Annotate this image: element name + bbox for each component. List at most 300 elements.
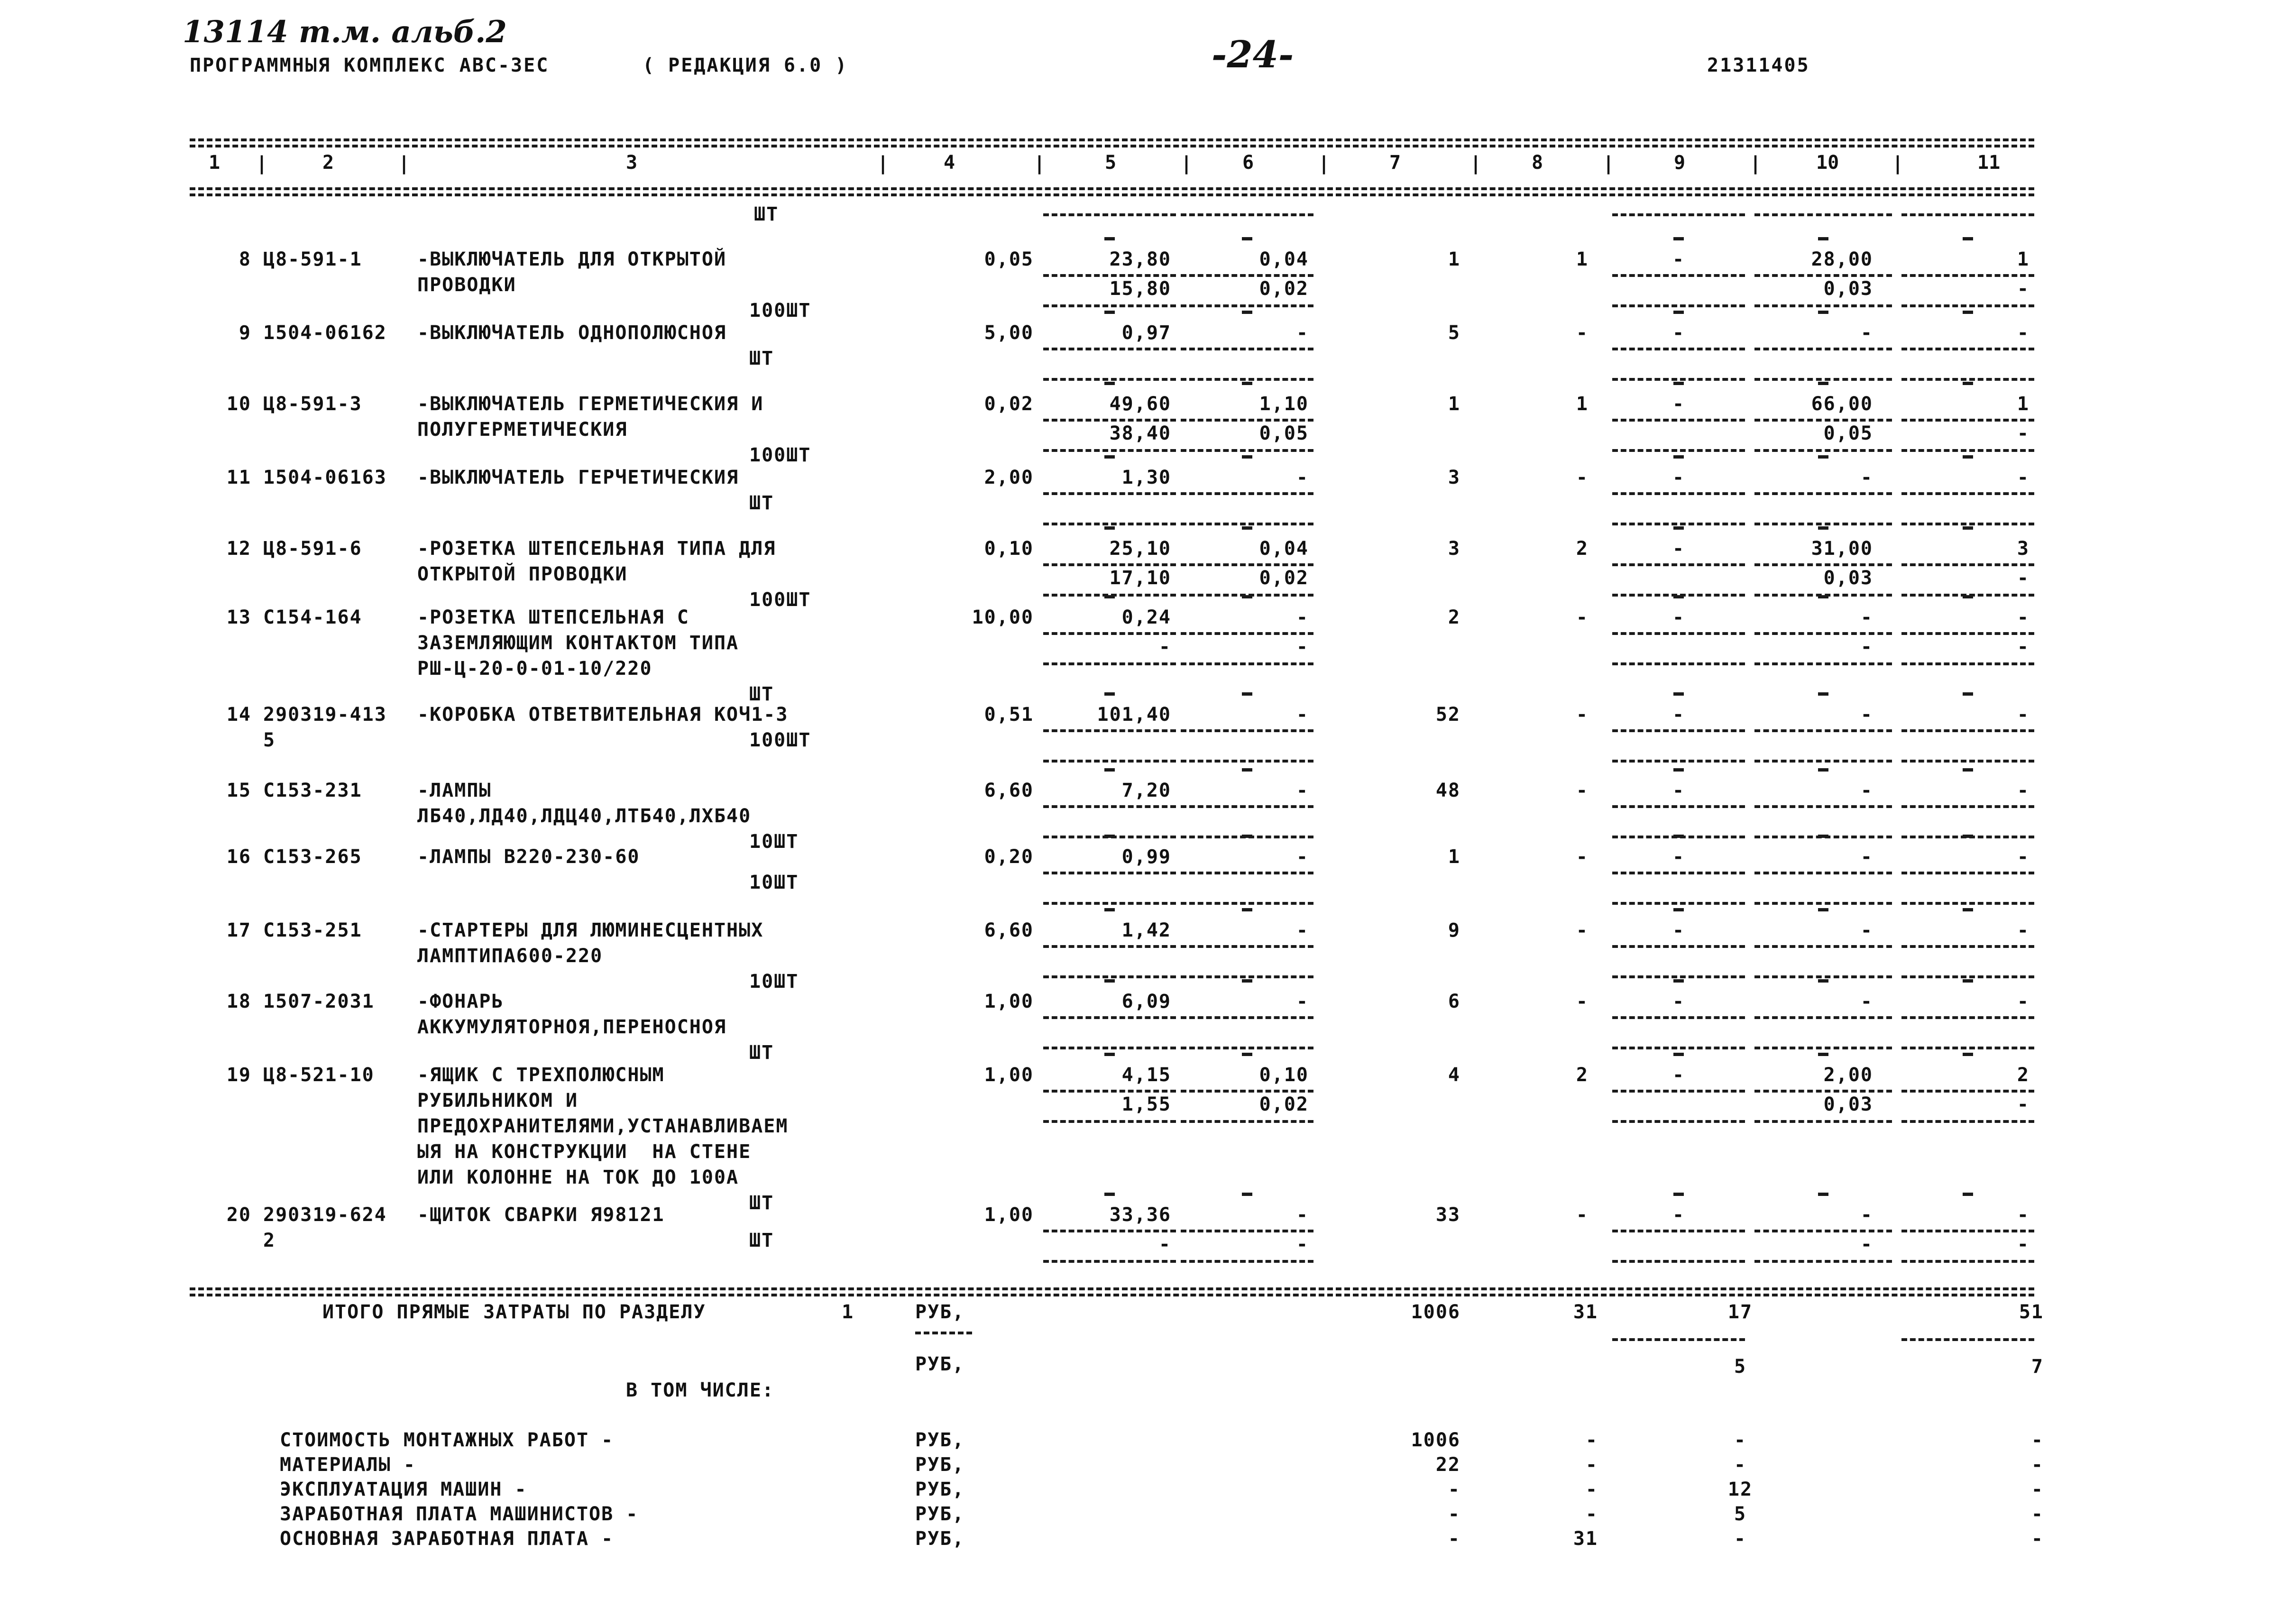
cell-dash-mark [1242, 768, 1252, 772]
row-col6: - [1296, 991, 1309, 1012]
row-rule-lower-c10 [1754, 378, 1892, 381]
row-col10: 66,00 [1811, 393, 1873, 415]
row-rule-c9 [1612, 872, 1745, 874]
row-rule-lower-c11 [1901, 304, 2034, 307]
pre-row-rule [1901, 213, 2034, 216]
row-col11: - [2017, 467, 2030, 488]
totals-rule-2 [190, 1294, 2034, 1296]
row-col11: 1 [2017, 248, 2030, 270]
totals-col9-b: 5 [1734, 1356, 1747, 1378]
row-col5: 0,24 [1121, 607, 1171, 628]
cell-dash-mark [1818, 455, 1828, 459]
row-name-line: ЗАЗЕМЛЯЮЩИМ КОНТАКТОМ ТИПА [417, 632, 739, 654]
row-number: 13 [226, 607, 251, 628]
row-col11: 3 [2017, 538, 2030, 560]
row-name-line: -ВЫКЛЮЧАТЕЛЬ ГЕРЧЕТИЧЕСКИЯ [417, 467, 739, 488]
row-rule-lower-c9 [1612, 1260, 1745, 1263]
row-name-line: -ФОНАРЬ [417, 991, 504, 1012]
row-rule-lower-c10 [1754, 304, 1892, 307]
row-col10: 28,00 [1811, 248, 1873, 270]
row-name-line: -ВЫКЛЮЧАТЕЛЬ ОДНОПОЛЮСНОЯ [417, 322, 727, 344]
cell-dash-mark [1242, 526, 1252, 530]
row-rule-c11 [1901, 945, 2034, 948]
row-rule-c6 [1181, 805, 1313, 808]
cell-dash-mark [1104, 526, 1115, 530]
breakdown-label: ЗАРАБОТНАЯ ПЛАТА МАШИНИСТОВ - [280, 1503, 639, 1525]
row-col11: - [2017, 704, 2030, 726]
row-unit: ШТ [749, 492, 774, 514]
row-col10: - [1860, 467, 1873, 488]
row-rule-lower-c10 [1754, 449, 1892, 452]
row-rule-lower-c5 [1043, 902, 1176, 905]
cell-dash-mark [1104, 311, 1115, 314]
row-col7: 5 [1448, 322, 1460, 344]
row-rule-c9 [1612, 945, 1745, 948]
row-col6-second: 0,02 [1259, 278, 1309, 300]
cell-dash-mark [1242, 692, 1252, 696]
row-rule-c6 [1181, 872, 1313, 874]
row-col11: - [2017, 322, 2030, 344]
cell-dash-mark [1818, 835, 1828, 838]
cell-dash-mark [1673, 692, 1684, 696]
row-rule-c11 [1901, 805, 2034, 808]
row-code: 1504-06162 [263, 322, 387, 344]
breakdown-currency: РУБ, [915, 1454, 965, 1476]
row-number: 11 [226, 467, 251, 488]
cell-dash-mark [1818, 311, 1828, 314]
row-col5: 23,80 [1109, 248, 1171, 270]
row-rule-lower-c5 [1043, 449, 1176, 452]
row-rule-lower-c11 [1901, 523, 2034, 525]
breakdown-col8: - [1585, 1454, 1598, 1476]
row-col7: 52 [1435, 704, 1460, 726]
breakdown-col9: - [1734, 1429, 1747, 1451]
totals-currency-line [915, 1332, 972, 1334]
column-separator: | [1034, 153, 1046, 175]
row-col6: - [1296, 607, 1309, 628]
breakdown-col7: 22 [1435, 1454, 1460, 1476]
row-col8: - [1576, 1204, 1589, 1226]
row-code: С153-265 [263, 846, 362, 868]
row-rule-lower-c6 [1181, 662, 1313, 665]
cell-dash-mark [1963, 1053, 1973, 1056]
row-col10: - [1860, 846, 1873, 868]
row-rule-c9 [1612, 563, 1745, 566]
row-qty: 0,20 [984, 846, 1034, 868]
row-col10: - [1860, 919, 1873, 941]
row-col11: - [2017, 846, 2030, 868]
cell-dash-mark [1963, 455, 1973, 459]
column-number-6: 6 [1242, 152, 1254, 174]
row-rule-lower-c11 [1901, 449, 2034, 452]
row-qty: 10,00 [972, 607, 1034, 628]
breakdown-col7: - [1448, 1479, 1460, 1500]
cell-dash-mark [1242, 835, 1252, 838]
row-rule-c9 [1612, 805, 1745, 808]
row-col8: - [1576, 780, 1589, 801]
breakdown-label: СТОИМОСТЬ МОНТАЖНЫХ РАБОТ - [280, 1429, 614, 1451]
row-code: 290319-624 [263, 1204, 387, 1226]
cell-dash-mark [1818, 979, 1828, 983]
row-col10-second: - [1860, 1233, 1873, 1255]
row-col11: 2 [2017, 1064, 2030, 1086]
row-col11: - [2017, 780, 2030, 801]
row-qty: 2,00 [984, 467, 1034, 488]
row-col6: - [1296, 780, 1309, 801]
row-unit: ШТ [749, 683, 774, 705]
cell-dash-mark [1818, 1053, 1828, 1056]
cell-dash-mark [1963, 979, 1973, 983]
row-code: 1507-2031 [263, 991, 375, 1012]
row-col6-second: - [1296, 636, 1309, 658]
cell-dash-mark [1963, 237, 1973, 240]
row-number: 10 [226, 393, 251, 415]
pre-row-rule [1754, 213, 1892, 216]
row-rule-c11 [1901, 1016, 2034, 1019]
row-col8: - [1576, 991, 1589, 1012]
row-rule-lower-c11 [1901, 975, 2034, 978]
row-name-line: ПРЕДОХРАНИТЕЛЯМИ,УСТАНАВЛИВАЕМ [417, 1115, 789, 1137]
totals-col8: 31 [1573, 1301, 1598, 1323]
row-col5: 0,99 [1121, 846, 1171, 868]
row-rule-lower-c9 [1612, 662, 1745, 665]
row-code-continued: 5 [263, 729, 276, 751]
row-col9: - [1672, 991, 1685, 1012]
column-number-4: 4 [944, 152, 955, 174]
document-code: 21311405 [1707, 55, 1810, 76]
breakdown-currency: РУБ, [915, 1503, 965, 1525]
row-col10: - [1860, 991, 1873, 1012]
row-col5-second: - [1158, 1233, 1171, 1255]
cell-dash-mark [1673, 526, 1684, 530]
cell-dash-mark [1242, 908, 1252, 911]
row-qty: 5,00 [984, 322, 1034, 344]
row-rule-lower-c6 [1181, 378, 1313, 381]
row-rule-lower-c6 [1181, 1047, 1313, 1049]
row-rule-lower-c11 [1901, 662, 2034, 665]
breakdown-col9: 12 [1727, 1479, 1753, 1500]
row-col9: - [1672, 607, 1685, 628]
row-rule-c10 [1754, 348, 1892, 350]
row-col5: 1,30 [1121, 467, 1171, 488]
row-col11: 1 [2017, 393, 2030, 415]
row-col11: - [2017, 607, 2030, 628]
row-col11-second: - [2017, 636, 2030, 658]
row-number: 9 [239, 322, 251, 344]
cell-dash-mark [1818, 692, 1828, 696]
row-unit: 10ШТ [749, 872, 799, 893]
column-separator: | [1750, 153, 1762, 175]
row-name-line: -ЯЩИК С ТРЕХПОЛЮСНЫМ [417, 1064, 665, 1086]
cell-dash-mark [1104, 768, 1115, 772]
column-separator: | [256, 153, 268, 175]
row-qty: 6,60 [984, 780, 1034, 801]
row-col6-second: 0,05 [1259, 423, 1309, 444]
row-code: 290319-413 [263, 704, 387, 726]
row-col9: - [1672, 704, 1685, 726]
row-col9: - [1672, 919, 1685, 941]
row-code: Ц8-591-1 [263, 248, 362, 270]
row-qty: 0,05 [984, 248, 1034, 270]
row-col7: 1 [1448, 846, 1460, 868]
row-rule-c11 [1901, 492, 2034, 495]
row-rule-lower-c9 [1612, 378, 1745, 381]
row-col8: 1 [1576, 393, 1589, 415]
cell-dash-mark [1104, 692, 1115, 696]
totals-col11-line [1901, 1338, 2034, 1341]
row-rule-lower-c9 [1612, 523, 1745, 525]
column-separator: | [398, 153, 410, 175]
cell-dash-mark [1818, 1193, 1828, 1196]
row-rule-lower-c6 [1181, 304, 1313, 307]
cell-dash-mark [1818, 526, 1828, 530]
row-col10-second: 0,03 [1823, 278, 1873, 300]
column-number-2: 2 [322, 152, 334, 174]
totals-rule [190, 1287, 2034, 1290]
row-col9: - [1672, 846, 1685, 868]
cell-dash-mark [1673, 1193, 1684, 1196]
row-rule-lower-c11 [1901, 902, 2034, 905]
row-rule-c11 [1901, 348, 2034, 350]
row-rule-c10 [1754, 729, 1892, 732]
totals-col9-line [1612, 1338, 1745, 1341]
row-rule-c9 [1612, 419, 1745, 422]
cell-dash-mark [1963, 908, 1973, 911]
row-unit: ШТ [749, 348, 774, 369]
cell-dash-mark [1673, 595, 1684, 598]
pre-row-rule [1043, 213, 1176, 216]
row-col7: 2 [1448, 607, 1460, 628]
totals-col7: 1006 [1411, 1301, 1460, 1323]
row-rule-c11 [1901, 872, 2034, 874]
breakdown-col9: 5 [1734, 1503, 1747, 1525]
cell-dash-mark [1963, 768, 1973, 772]
row-col6: - [1296, 919, 1309, 941]
row-col6: - [1296, 846, 1309, 868]
table-top-rule [190, 138, 2034, 141]
cell-dash-mark [1104, 979, 1115, 983]
row-qty: 0,02 [984, 393, 1034, 415]
row-number: 14 [226, 704, 251, 726]
row-col7: 6 [1448, 991, 1460, 1012]
edition-label: ( РЕДАКЦИЯ 6.0 ) [643, 55, 848, 76]
row-col8: - [1576, 467, 1589, 488]
row-code-continued: 2 [263, 1230, 276, 1251]
row-unit: 100ШТ [749, 444, 811, 466]
breakdown-col8: 31 [1573, 1528, 1598, 1550]
breakdown-col11: - [2031, 1528, 2044, 1550]
column-separator: | [877, 153, 889, 175]
row-code: Ц8-591-3 [263, 393, 362, 415]
cell-dash-mark [1104, 595, 1115, 598]
row-col10: - [1860, 607, 1873, 628]
row-col10-second: - [1860, 636, 1873, 658]
row-rule-lower-c9 [1612, 449, 1745, 452]
breakdown-label: ОСНОВНАЯ ЗАРАБОТНАЯ ПЛАТА - [280, 1528, 614, 1550]
row-rule-c6 [1181, 729, 1313, 732]
cell-dash-mark [1963, 382, 1973, 385]
row-col6-second: 0,02 [1259, 567, 1309, 589]
row-rule-lower-c11 [1901, 378, 2034, 381]
row-qty: 0,51 [984, 704, 1034, 726]
row-rule-c10 [1754, 872, 1892, 874]
cell-dash-mark [1818, 768, 1828, 772]
row-unit: 10ШТ [749, 971, 799, 992]
cell-dash-mark [1673, 1053, 1684, 1056]
breakdown-currency: РУБ, [915, 1479, 965, 1500]
totals-section: 1 [842, 1301, 854, 1323]
row-rule-c6 [1181, 1016, 1313, 1019]
row-rule-lower-c11 [1901, 1260, 2034, 1263]
row-number: 15 [226, 780, 251, 801]
row-col5-second: 1,55 [1121, 1094, 1171, 1115]
row-rule-c9 [1612, 1090, 1745, 1093]
row-number: 8 [239, 248, 251, 270]
totals-col11: 51 [2019, 1301, 2044, 1323]
row-rule-c9 [1612, 632, 1745, 635]
row-number: 18 [226, 991, 251, 1012]
row-code: С154-164 [263, 607, 362, 628]
row-col11: - [2017, 919, 2030, 941]
pre-row-rule [1612, 213, 1745, 216]
row-rule-c9 [1612, 274, 1745, 277]
row-col6: - [1296, 1204, 1309, 1226]
row-unit: 100ШТ [749, 300, 811, 322]
row-rule-lower-c10 [1754, 1047, 1892, 1049]
row-col5: 4,15 [1121, 1064, 1171, 1086]
row-rule-lower-c10 [1754, 662, 1892, 665]
cell-dash-mark [1242, 382, 1252, 385]
program-title: ПРОГРАММНЫЯ КОМПЛЕКС АВС-ЗЕС [190, 55, 550, 76]
totals-currency-2: РУБ, [915, 1353, 965, 1375]
row-col5: 0,97 [1121, 322, 1171, 344]
breakdown-col9: - [1734, 1454, 1747, 1476]
row-col5: 33,36 [1109, 1204, 1171, 1226]
row-rule-c5 [1043, 1016, 1176, 1019]
row-number: 17 [226, 919, 251, 941]
cell-dash-mark [1673, 768, 1684, 772]
row-col10: 2,00 [1823, 1064, 1873, 1086]
row-rule-lower-c6 [1181, 1260, 1313, 1263]
column-separator: | [1470, 153, 1482, 175]
cell-dash-mark [1963, 835, 1973, 838]
row-col8: 2 [1576, 1064, 1589, 1086]
row-name-line: ЛБ40,ЛД40,ЛДЦ40,ЛТБ40,ЛХБ40 [417, 805, 752, 827]
column-separator: | [1892, 153, 1904, 175]
row-col6: 1,10 [1259, 393, 1309, 415]
row-rule-lower-c9 [1612, 1120, 1745, 1123]
row-col5: 49,60 [1109, 393, 1171, 415]
row-rule-lower-c6 [1181, 1120, 1313, 1123]
row-number: 19 [226, 1064, 251, 1086]
row-rule-lower-c6 [1181, 523, 1313, 525]
row-rule-c10 [1754, 1016, 1892, 1019]
row-col10: - [1860, 1204, 1873, 1226]
row-rule-c6 [1181, 348, 1313, 350]
row-name-line: ЛАМПТИПА600-220 [417, 945, 603, 967]
row-rule-c5 [1043, 945, 1176, 948]
column-number-1: 1 [209, 152, 220, 174]
row-qty: 6,60 [984, 919, 1034, 941]
breakdown-col11: - [2031, 1503, 2044, 1525]
cell-dash-mark [1673, 979, 1684, 983]
row-col9: - [1672, 1064, 1685, 1086]
breakdown-col7: - [1448, 1528, 1460, 1550]
row-unit: ШТ [749, 1042, 774, 1064]
totals-col11-b: 7 [2031, 1356, 2044, 1378]
row-col6: 0,04 [1259, 538, 1309, 560]
cell-dash-mark [1963, 311, 1973, 314]
row-name-line: -ВЫКЛЮЧАТЕЛЬ ГЕРМЕТИЧЕСКИЯ И [417, 393, 764, 415]
cell-dash-mark [1673, 311, 1684, 314]
row-col11-second: - [2017, 278, 2030, 300]
row-col8: - [1576, 919, 1589, 941]
row-rule-lower-c10 [1754, 523, 1892, 525]
row-unit: 10ШТ [749, 831, 799, 853]
breakdown-col8: - [1585, 1503, 1598, 1525]
row-col9: - [1672, 467, 1685, 488]
row-name-line: РШ-Ц-20-0-01-10/220 [417, 658, 652, 680]
breakdown-col8: - [1585, 1429, 1598, 1451]
column-number-3: 3 [626, 152, 638, 174]
cell-dash-mark [1818, 908, 1828, 911]
pre-row-rule [1181, 213, 1313, 216]
row-rule-c9 [1612, 492, 1745, 495]
row-rule-c5 [1043, 805, 1176, 808]
row-col7: 33 [1435, 1204, 1460, 1226]
row-code: С153-231 [263, 780, 362, 801]
row-rule-lower-c6 [1181, 449, 1313, 452]
totals-col9: 17 [1727, 1301, 1753, 1323]
row-col6: - [1296, 704, 1309, 726]
page-number: -24- [1212, 33, 1294, 76]
row-col6: - [1296, 322, 1309, 344]
row-rule-lower-c5 [1043, 662, 1176, 665]
row-rule-lower-c10 [1754, 975, 1892, 978]
column-number-5: 5 [1105, 152, 1117, 174]
row-col7: 4 [1448, 1064, 1460, 1086]
row-rule-lower-c9 [1612, 975, 1745, 978]
row-col8: 2 [1576, 538, 1589, 560]
row-col8: - [1576, 607, 1589, 628]
row-unit: 100ШТ [749, 729, 811, 751]
breakdown-col11: - [2031, 1479, 2044, 1500]
row-col11: - [2017, 991, 2030, 1012]
row-code: 1504-06163 [263, 467, 387, 488]
row-col7: 3 [1448, 467, 1460, 488]
row-rule-lower-c9 [1612, 1047, 1745, 1049]
row-rule-lower-c5 [1043, 1260, 1176, 1263]
row-rule-lower-c10 [1754, 1260, 1892, 1263]
cell-dash-mark [1673, 835, 1684, 838]
breakdown-currency: РУБ, [915, 1528, 965, 1550]
row-col9: - [1672, 1204, 1685, 1226]
row-col8: - [1576, 704, 1589, 726]
column-number-11: 11 [1977, 152, 2001, 174]
row-col7: 1 [1448, 248, 1460, 270]
column-separator: | [1603, 153, 1615, 175]
row-rule-lower-c11 [1901, 1047, 2034, 1049]
cell-dash-mark [1673, 237, 1684, 240]
row-qty: 0,10 [984, 538, 1034, 560]
cell-dash-mark [1104, 455, 1115, 459]
row-col10-second: 0,03 [1823, 1094, 1873, 1115]
row-rule-c5 [1043, 492, 1176, 495]
row-col7: 9 [1448, 919, 1460, 941]
cell-dash-mark [1242, 237, 1252, 240]
cell-dash-mark [1104, 1053, 1115, 1056]
row-unit: 100ШТ [749, 589, 811, 611]
